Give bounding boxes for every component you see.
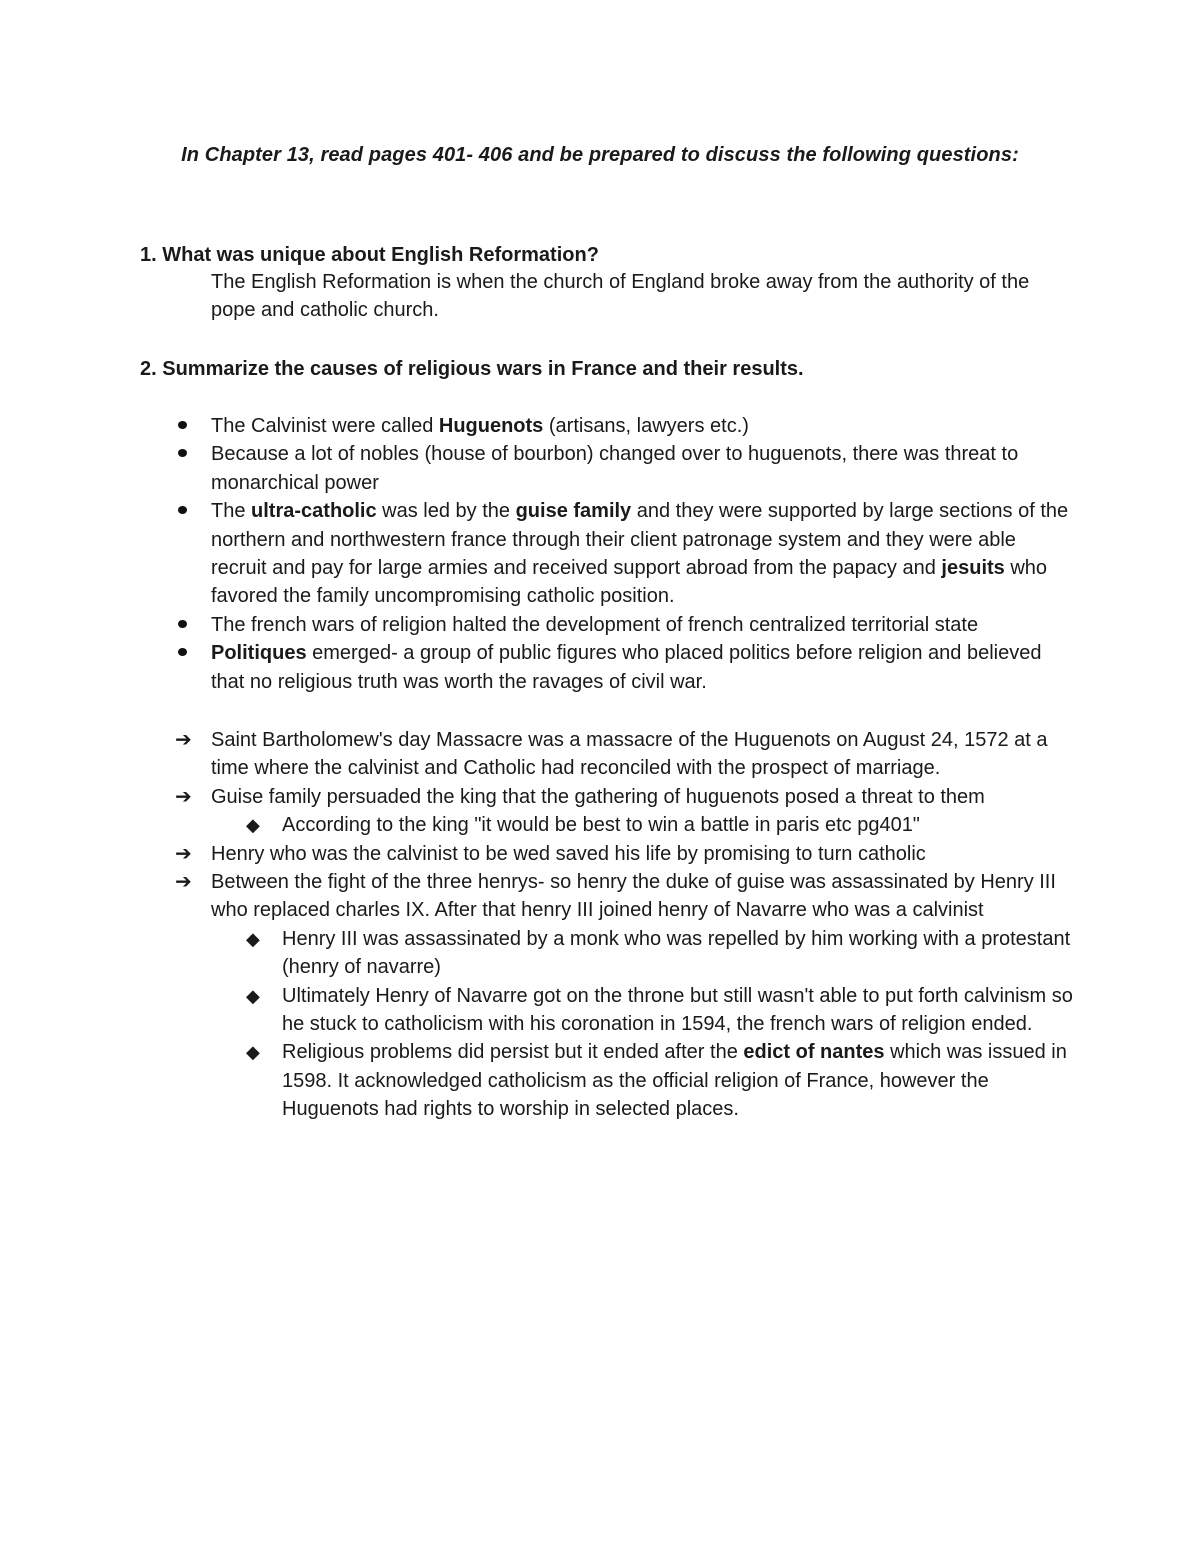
arrow-right-icon: ➔ <box>175 729 192 751</box>
question-2: 2. Summarize the causes of religious wars in France and their results. <box>140 358 804 380</box>
list-item <box>175 726 1075 783</box>
item-text: (artisans, lawyers etc.) <box>543 415 749 437</box>
item-text: was led by the <box>376 500 516 523</box>
item-text: emerged- a group of public figures who placed politics before religion and believed that no religious truth was worth the ravages of civil war. <box>211 642 1042 693</box>
list-item <box>175 440 1075 497</box>
item-text: Henry III was assassinated by a monk who was repelled by him working with a protestant (henry of navarre) <box>282 927 1071 979</box>
item-text: The french wars of religion halted the development of french centralized territorial state <box>211 613 979 636</box>
bold-term: ultra-catholic <box>251 500 377 523</box>
item-text: and they were supported by large sections of the northern and northwestern france through their client patronage system and they were able recruit and pay for large armies and received support abroad from the papacy and <box>211 500 1069 580</box>
arrow-right-icon: ➔ <box>175 842 192 865</box>
item-text: The <box>211 500 252 523</box>
page-title: In Chapter 13, read pages 401- 406 and be prepared to discuss the following questions: <box>181 144 1019 166</box>
arrow-right-icon: ➔ <box>175 785 192 808</box>
bold-term: guise family <box>515 500 632 523</box>
list-item <box>175 611 1075 639</box>
bullet-dot-icon <box>175 611 199 639</box>
arrow-list <box>175 726 1075 1124</box>
bullet-dot-icon <box>175 497 199 525</box>
item-text: which was issued in 1598. It acknowledged catholicism as the official religion of France, however the Huguenots had rights to worship in selected places. <box>282 1041 1067 1121</box>
list-item <box>175 868 1075 925</box>
item-text: Ultimately Henry of Navarre got on the throne but still wasn't able to put forth calvinism so he stuck to catholicism with his coronation in 1594, the french wars of religion ended. <box>282 984 1073 1036</box>
list-item <box>175 840 1075 868</box>
list-item <box>175 412 1075 440</box>
list-item <box>175 497 1075 611</box>
diamond-bullet-icon: ◆ <box>246 815 260 836</box>
item-text: Between the fight of the three henrys- so henry the duke of guise was assassinated by Henry III who replaced charles IX. After that henry III joined henry of Navarre who was a calvinist <box>211 871 1056 922</box>
bullet-dot-icon <box>175 412 199 440</box>
item-text: Saint Bartholomew's day Massacre was a massacre of the Huguenots on August 24, 1572 at a time where the calvinist and Catholic had reconciled with the prospect of marriage. <box>211 729 1048 780</box>
answer-1: The English Reformation is when the church of England broke away from the authority of the pope and catholic church. <box>211 271 1030 322</box>
item-text: Henry who was the calvinist to be wed saved his life by promising to turn catholic <box>211 842 926 865</box>
sub-list-item <box>175 811 1075 839</box>
sub-list-item <box>175 1038 1075 1123</box>
item-text: who favored the family uncompromising catholic position. <box>211 557 1048 608</box>
item-text: Guise family persuaded the king that the gathering of huguenots posed a threat to them <box>211 785 985 808</box>
diamond-bullet-icon: ◆ <box>246 928 260 949</box>
bullet-list <box>175 412 1075 696</box>
sub-list-item <box>175 982 1075 1039</box>
bold-term: edict of nantes <box>743 1041 885 1064</box>
list-item <box>175 783 1075 811</box>
item-text: According to the king "it would be best to win a battle in paris etc pg401" <box>282 814 920 837</box>
sub-list-item <box>175 925 1075 982</box>
bold-term: Politiques <box>211 642 307 665</box>
arrow-right-icon: ➔ <box>175 871 192 894</box>
item-text: Religious problems did persist but it ended after the <box>282 1041 744 1064</box>
diamond-bullet-icon: ◆ <box>246 985 260 1006</box>
bullet-dot-icon <box>175 440 199 468</box>
bold-term: jesuits <box>941 557 1005 580</box>
item-text: The Calvinist were called <box>211 415 439 437</box>
diamond-bullet-icon: ◆ <box>246 1042 260 1063</box>
question-1: 1. What was unique about English Reformation? <box>140 244 599 266</box>
item-text: Because a lot of nobles (house of bourbon) changed over to huguenots, there was threat to monarchical power <box>211 443 1019 494</box>
bold-term: Huguenots <box>438 415 544 437</box>
list-item <box>175 639 1075 696</box>
bullet-dot-icon <box>175 639 199 667</box>
